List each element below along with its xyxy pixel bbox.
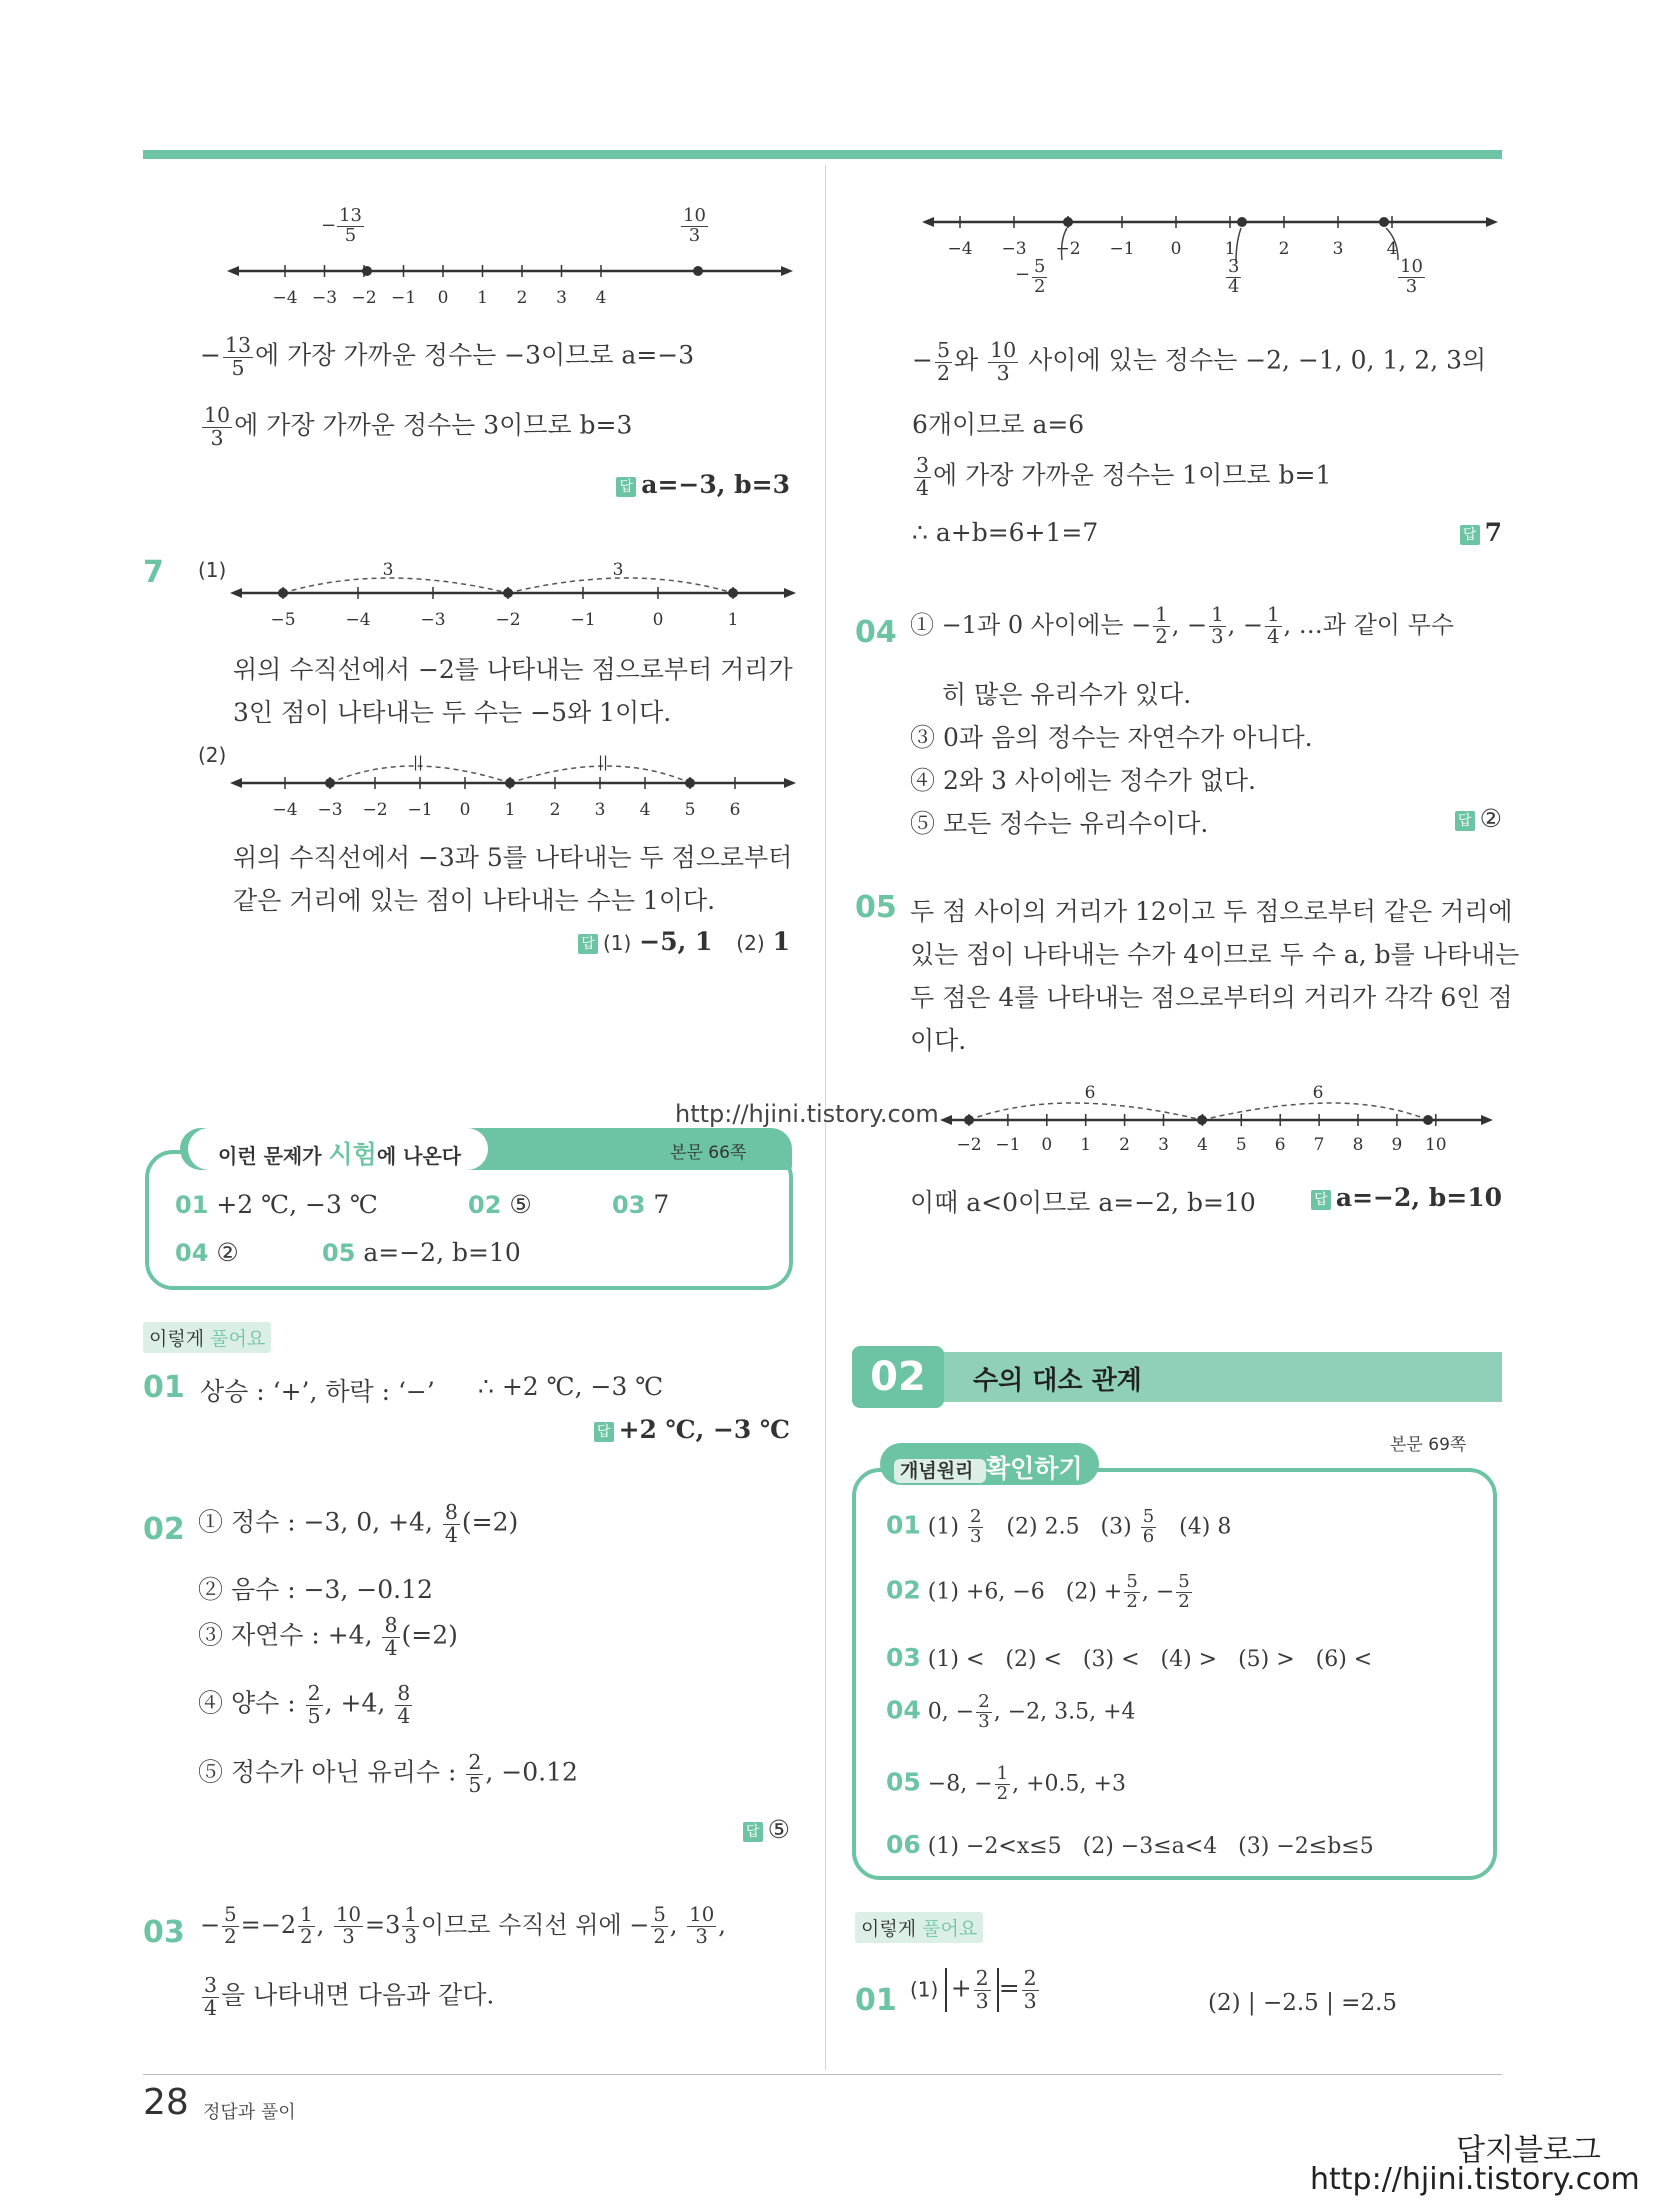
tick-label: 0 xyxy=(1170,239,1182,259)
q05-arrow-right xyxy=(1481,1115,1493,1125)
tick-label: 4 xyxy=(1196,1135,1208,1155)
right-sol-line4: ∴ a+b=6+1=7 xyxy=(912,518,1099,547)
q7b-point-5 xyxy=(685,778,695,788)
frac: $\frac{3}{4}$ xyxy=(204,1973,218,2020)
answer-icon: 답 xyxy=(616,477,636,497)
q04-line4: ④ 2와 3 사이에는 정수가 없다. xyxy=(910,766,1256,795)
tick-label: −5 xyxy=(270,610,296,630)
q05-line2: 있는 점이 나타내는 수가 4이므로 두 수 a, b를 나타내는 xyxy=(910,940,1520,969)
tick-label: −3 xyxy=(1001,239,1027,259)
q05-arrow-left xyxy=(940,1115,952,1125)
tick-label: 6 xyxy=(1274,1135,1286,1155)
solve-tag-right: 이렇게 풀어요 xyxy=(855,1912,983,1943)
tick-label: 1 xyxy=(727,610,739,630)
frac: $\frac{3}{4}$ xyxy=(916,453,930,500)
right-sol-answer: 답 7 xyxy=(1460,518,1502,547)
frac: $\frac{10}{3}$ xyxy=(204,403,231,450)
frac: $\frac{1}{2}$ xyxy=(1155,603,1168,648)
solve-tag-left: 이렇게 풀어요 xyxy=(143,1322,271,1353)
frac: $\frac{13}{5}$ xyxy=(224,333,252,380)
frac: $\frac{2}{3}$ xyxy=(975,1966,989,2013)
nl3-point-3-4 xyxy=(1237,217,1247,227)
right-s01-part1: (1) + $\frac{2}{3}$ = $\frac{2}{3}$ xyxy=(910,1966,1037,2013)
nl1-point-b xyxy=(693,266,703,276)
tick-label: −3 xyxy=(317,800,343,820)
tick-label: −4 xyxy=(272,800,298,820)
tick-label: 8 xyxy=(1352,1135,1364,1155)
q7-number-line-a xyxy=(228,555,798,635)
frac: $\frac{8}{4}$ xyxy=(384,1613,398,1660)
frac: $\frac{1}{3}$ xyxy=(404,1903,417,1948)
tick-label: 1 xyxy=(477,288,488,308)
watermark-mid: http://hjini.tistory.com xyxy=(675,1100,939,1128)
q7a-arc-left xyxy=(283,578,508,593)
concept-tag: 개념원리 확인하기 xyxy=(880,1443,1099,1485)
tick-label: 0 xyxy=(652,610,664,630)
q05-answer: 답 a=−2, b=10 xyxy=(1311,1183,1502,1212)
tick-label: −3 xyxy=(420,610,446,630)
nl1-svg xyxy=(225,253,795,313)
watermark-url: http://hjini.tistory.com xyxy=(1310,2162,1640,2197)
tick-label: −4 xyxy=(947,239,973,259)
q05-line1: 두 점 사이의 거리가 12이고 두 점으로부터 같은 거리에 xyxy=(910,897,1513,926)
q05-number-line xyxy=(940,1078,1495,1168)
frac: $\frac{2}{5}$ xyxy=(307,1681,321,1728)
tick-label: −4 xyxy=(345,610,371,630)
tick-label: 2 xyxy=(516,288,528,308)
tick-label: 3 xyxy=(556,288,567,308)
exam-ref: 본문 66쪽 xyxy=(670,1143,747,1163)
concept-row-01: 01 (1) $\frac{2}{3}$ (2) 2.5 (3) $\frac{5}{6}$ (4) 8 xyxy=(886,1506,1232,1547)
tick-label: 5 xyxy=(1235,1135,1247,1155)
concept-row-06: 06 (1) −2<x≤5 (2) −3≤a<4 (3) −2≤b≤5 xyxy=(886,1830,1374,1859)
answer-icon: 답 xyxy=(1311,1190,1331,1210)
tick-label: 7 xyxy=(1313,1135,1325,1155)
frac: $\frac{5}{2}$ xyxy=(224,1903,237,1948)
s01-text: 상승 : ‘+’, 하락 : ‘−’ xyxy=(200,1377,435,1406)
right-sol-line3: $\frac{3}{4}$ 에 가장 가까운 정수는 1이므로 b=1 xyxy=(916,453,1332,500)
exam-row-02: 02 ⑤ xyxy=(468,1190,532,1219)
q05-dist-right: 6 xyxy=(1312,1083,1324,1103)
q05-point-neg2 xyxy=(964,1115,974,1125)
q7a-arrow-right xyxy=(784,588,796,598)
tick-label: −2 xyxy=(362,800,388,820)
s02-item4: ④ 양수 : $\frac{2}{5}$ , +4, $\frac{8}{4}$ xyxy=(198,1681,411,1728)
q05-number: 05 xyxy=(855,890,897,925)
s03-line1: − $\frac{5}{2}$ =−2 $\frac{1}{2}$ , $\frac{10}{3}$ =3 $\frac{1}{3}$ 이므로 수직선 위에 − $\frac{5}{2}$ , $\frac{10}{3}$ , xyxy=(200,1903,726,1948)
tick-label: −1 xyxy=(1109,239,1135,259)
tick-label: 4 xyxy=(1386,239,1398,259)
tick-label: 1 xyxy=(1224,239,1236,259)
answer-icon: 답 xyxy=(578,934,598,954)
nl1-arrow-right xyxy=(781,266,793,276)
nl3-neg-sign: − xyxy=(1015,264,1031,285)
q04-line1: ① −1과 0 사이에는 − $\frac{1}{2}$ , − $\frac{1}{3}$ , − $\frac{1}{4}$ , …과 같이 무수 xyxy=(910,603,1454,648)
answer-icon: 답 xyxy=(594,1422,614,1442)
right-sol-line2: 6개이므로 a=6 xyxy=(912,410,1085,439)
frac: $\frac{5}{2}$ xyxy=(936,338,950,385)
frac: $\frac{5}{6}$ xyxy=(1142,1506,1155,1547)
q7-answer: 답 (1) −5, 1 (2) 1 xyxy=(578,927,790,956)
q7-number: 7 xyxy=(143,555,164,590)
tick-label: 3 xyxy=(1158,1135,1169,1155)
s02-item2: ② 음수 : −3, −0.12 xyxy=(198,1575,433,1604)
q7-text3: 위의 수직선에서 −3과 5를 나타내는 두 점으로부터 xyxy=(233,843,793,872)
tick-label: −1 xyxy=(995,1135,1021,1155)
abs-value: + $\frac{2}{3}$ xyxy=(945,1968,999,2012)
nl3-frac-10-3: $\frac{10}{3}$ xyxy=(1400,256,1423,297)
q04-number: 04 xyxy=(855,615,897,650)
section-title: 수의 대소 관계 xyxy=(973,1366,1142,1396)
q7a-dist-left: 3 xyxy=(382,560,394,580)
tick-label: −2 xyxy=(956,1135,982,1155)
s03-line2: $\frac{3}{4}$ 을 나타내면 다음과 같다. xyxy=(204,1973,495,2020)
s01-number: 01 xyxy=(143,1370,185,1405)
q7a-arc-right xyxy=(508,578,733,593)
q05-point-4 xyxy=(1197,1115,1207,1125)
q7a-point-neg2 xyxy=(503,588,513,598)
tick-label: −2 xyxy=(1055,239,1081,259)
q7a-arrow-left xyxy=(230,588,242,598)
tick-label: −2 xyxy=(351,288,377,308)
frac: $\frac{2}{5}$ xyxy=(468,1750,482,1797)
tick-label: 2 xyxy=(1278,239,1290,259)
exam-row-04: 04 ② xyxy=(175,1238,239,1267)
answer-icon: 답 xyxy=(1460,525,1480,545)
exam-row-05: 05 a=−2, b=10 xyxy=(322,1238,521,1267)
page-number: 28 xyxy=(143,2082,189,2123)
nl3-arrow-right xyxy=(1486,217,1498,227)
q7b-point-neg3 xyxy=(325,778,335,788)
page-label: 정답과 풀이 xyxy=(203,2102,296,2123)
q7-text2: 3인 점이 나타내는 두 수는 −5와 1이다. xyxy=(233,698,672,727)
tick-label: 0 xyxy=(459,800,471,820)
q7-number-line-b xyxy=(228,735,798,825)
q05-line3: 두 점은 4를 나타내는 점으로부터의 거리가 각각 6인 점 xyxy=(910,983,1513,1012)
exam-row-03: 03 7 xyxy=(612,1190,670,1219)
s03-number: 03 xyxy=(143,1915,185,1950)
nl3-frac-neg5-2: $\frac{5}{2}$ xyxy=(1034,256,1046,297)
q7a-point-neg5 xyxy=(278,588,288,598)
concept-ref: 본문 69쪽 xyxy=(1390,1435,1467,1455)
tick-label: 0 xyxy=(437,288,449,308)
tick-label: 3 xyxy=(594,800,606,820)
watermark-blog: 답지블로그 xyxy=(1456,2133,1601,2168)
q04-line5: ⑤ 모든 정수는 유리수이다. xyxy=(910,809,1209,838)
tick-label: 0 xyxy=(1041,1135,1053,1155)
tick-label: −3 xyxy=(311,288,338,308)
tick-label: 2 xyxy=(549,800,561,820)
nl3-frac-3-4: $\frac{3}{4}$ xyxy=(1228,256,1240,297)
tick-label: −2 xyxy=(495,610,521,630)
frac: $\frac{8}{4}$ xyxy=(397,1681,411,1728)
frac: $\frac{5}{2}$ xyxy=(653,1903,666,1948)
q7a-point-1 xyxy=(728,588,738,598)
s02-item3: ③ 자연수 : +4, $\frac{8}{4}$ (=2) xyxy=(198,1613,458,1660)
tick-label: −1 xyxy=(390,288,417,308)
s02-item1: ① 정수 : −3, 0, +4, $\frac{8}{4}$ (=2) xyxy=(198,1500,519,1547)
tick-label: 4 xyxy=(595,288,607,308)
s02-number: 02 xyxy=(143,1512,185,1547)
q05-point-10 xyxy=(1423,1115,1433,1125)
tick-label: 9 xyxy=(1391,1135,1403,1155)
frac: $\frac{10}{3}$ xyxy=(335,1903,361,1948)
q7b-mark-right: || xyxy=(597,753,609,771)
footer-rule xyxy=(143,2074,1502,2075)
q7b-point-1 xyxy=(505,778,515,788)
left-answer-6: 답 a=−3, b=3 xyxy=(616,470,790,499)
frac: $\frac{8}{4}$ xyxy=(444,1500,458,1547)
right-s01-part2: (2) | −2.5 | =2.5 xyxy=(1208,1990,1398,2016)
q7-text4: 같은 거리에 있는 점이 나타내는 수는 1이다. xyxy=(233,886,716,915)
tick-label: 3 xyxy=(1332,239,1344,259)
frac: $\frac{2}{3}$ xyxy=(978,1691,990,1732)
nl1-neg-sign: − xyxy=(321,215,337,236)
s01-therefore: ∴ +2 ℃, −3 ℃ xyxy=(478,1372,664,1401)
frac: $\frac{5}{2}$ xyxy=(1126,1571,1138,1612)
q05-line5: 이때 a<0이므로 a=−2, b=10 xyxy=(910,1188,1256,1217)
section-number: 02 xyxy=(852,1346,944,1408)
frac: $\frac{1}{2}$ xyxy=(300,1903,313,1948)
q7-part1-label: (1) xyxy=(198,558,227,582)
q7-part2-label: (2) xyxy=(198,743,227,767)
answer-icon: 답 xyxy=(1455,811,1475,831)
right-s01-number: 01 xyxy=(855,1983,897,2018)
q05-dist-left: 6 xyxy=(1084,1083,1096,1103)
tick-label: 6 xyxy=(729,800,741,820)
nl1-arrow-left xyxy=(227,266,239,276)
frac: $\frac{1}{2}$ xyxy=(996,1763,1009,1804)
q7b-arrow-right xyxy=(784,778,796,788)
answer-icon: 답 xyxy=(743,1822,763,1842)
section-header-bar xyxy=(852,1352,1502,1402)
q7b-arrow-left xyxy=(230,778,242,788)
frac: $\frac{2}{3}$ xyxy=(1023,1966,1037,2013)
exam-title: 이런 문제가 시험에 나온다 xyxy=(188,1128,488,1170)
frac: $\frac{1}{3}$ xyxy=(1211,603,1224,648)
q7b-mark-left: || xyxy=(412,753,424,771)
concept-row-04: 04 0, − $\frac{2}{3}$ , −2, 3.5, +4 xyxy=(886,1691,1136,1732)
left-sol6-line1: − $\frac{13}{5}$ 에 가장 가까운 정수는 −3이므로 a=−3 xyxy=(200,333,695,380)
s01-answer: 답 +2 ℃, −3 ℃ xyxy=(594,1415,790,1444)
tick-label: 2 xyxy=(1119,1135,1131,1155)
tick-label: −1 xyxy=(570,610,596,630)
tick-label: 10 xyxy=(1424,1135,1447,1155)
q7a-dist-right: 3 xyxy=(612,560,624,580)
q04-line3: ③ 0과 음의 정수는 자연수가 아니다. xyxy=(910,723,1313,752)
frac: $\frac{10}{3}$ xyxy=(689,1903,715,1948)
frac: $\frac{10}{3}$ xyxy=(990,338,1017,385)
right-sol-line1: − $\frac{5}{2}$ 와 $\frac{10}{3}$ 사이에 있는 정수는 −2, −1, 0, 1, 2, 3의 xyxy=(912,338,1487,385)
q05-arc-right xyxy=(1202,1103,1428,1120)
tick-label: 1 xyxy=(1080,1135,1092,1155)
frac: $\frac{2}{3}$ xyxy=(969,1506,982,1547)
exam-row-01: 01 +2 ℃, −3 ℃ xyxy=(175,1190,378,1219)
exam-summary-box xyxy=(145,1150,793,1290)
concept-row-03: 03 (1) < (2) < (3) < (4) > (5) > (6) < xyxy=(886,1643,1373,1672)
tick-label: −4 xyxy=(272,288,298,308)
tick-label: 1 xyxy=(504,800,516,820)
tick-label: 5 xyxy=(684,800,696,820)
frac: $\frac{5}{2}$ xyxy=(1178,1571,1190,1612)
nl1-frac-neg13-5: $\frac{13}{5}$ xyxy=(339,205,362,246)
nl3-point-10-3 xyxy=(1379,217,1389,227)
tick-label: −1 xyxy=(407,800,433,820)
s02-item5: ⑤ 정수가 아닌 유리수 : $\frac{2}{5}$ , −0.12 xyxy=(198,1750,578,1797)
q05-line4: 이다. xyxy=(910,1026,967,1055)
nl3-point-neg5-2 xyxy=(1063,217,1073,227)
concept-row-02: 02 (1) +6, −6 (2) + $\frac{5}{2}$ , − $\frac{5}{2}$ xyxy=(886,1571,1190,1612)
q04-line2: 히 많은 유리수가 있다. xyxy=(942,680,1192,709)
frac: $\frac{1}{4}$ xyxy=(1267,603,1280,648)
top-accent-bar xyxy=(143,150,1502,159)
s02-answer: 답 ⑤ xyxy=(743,1815,790,1844)
tick-label: 4 xyxy=(639,800,651,820)
q7-text1: 위의 수직선에서 −2를 나타내는 점으로부터 거리가 xyxy=(233,655,793,684)
nl1-point-a xyxy=(362,266,372,276)
left-sol6-line2: $\frac{10}{3}$ 에 가장 가까운 정수는 3이므로 b=3 xyxy=(204,403,633,450)
nl1-frac-10-3: $\frac{10}{3}$ xyxy=(683,205,706,246)
nl3-arrow-left xyxy=(922,217,934,227)
q04-answer: 답 ② xyxy=(1455,804,1502,833)
concept-row-05: 05 −8, − $\frac{1}{2}$ , +0.5, +3 xyxy=(886,1763,1126,1804)
